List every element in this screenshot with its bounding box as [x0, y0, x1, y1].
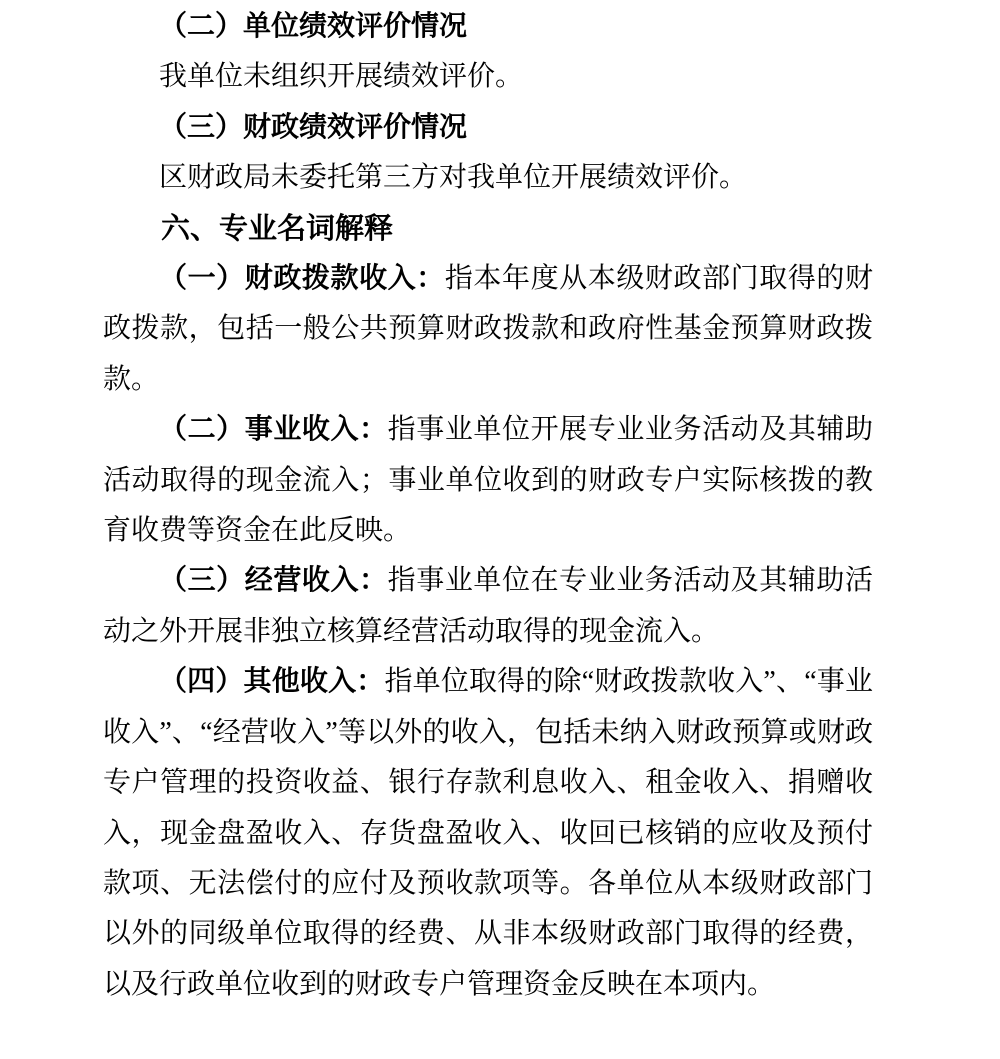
term-definition-public-institution-income: 指事业单位开展专业业务活动及其辅助活动取得的现金流入；事业单位收到的财政专户实际核拨的教育收费等资金在此反映。	[103, 414, 873, 547]
term-paragraph-fiscal-appropriation-income	[103, 254, 873, 405]
term-definition-business-income: 指事业单位在专业业务活动及其辅助活动之外开展非独立核算经营活动取得的现金流入。	[103, 565, 873, 647]
term-definition-fiscal-appropriation-income: 指本年度从本级财政部门取得的财政拨款，包括一般公共预算财政拨款和政府性基金预算财政拨款。	[103, 263, 873, 395]
subheading-unit-performance-evaluation: （二）单位绩效评价情况	[159, 11, 468, 42]
term-paragraph-operating-income-public-institution	[103, 405, 873, 556]
term-paragraph-business-income	[103, 556, 873, 657]
section-heading-terminology: 六、专业名词解释	[161, 212, 394, 245]
paragraph-fiscal-evaluation-status: 区财政局未委托第三方对我单位开展绩效评价。	[159, 162, 748, 194]
term-label-public-institution-income: （二）事业收入：	[159, 414, 388, 446]
term-label-fiscal-appropriation-income: （一）财政拨款收入：	[159, 263, 445, 295]
subheading-fiscal-performance-evaluation: （三）财政绩效评价情况	[159, 111, 468, 143]
term-paragraph-other-income	[103, 657, 873, 1010]
term-label-other-income: （四）其他收入：	[159, 666, 385, 698]
term-definition-other-income: 指单位取得的除“财政拨款收入”、“事业收入”、“经营收入”等以外的收入，包括未纳入财政预算或财政专户管理的投资收益、银行存款利息收入、租金收入、捐赠收入，现金盘盈收入、存货盘盈收入、收回已核销的应收及预付款项、无法偿付的应付及预收款项等。各单位从本级财政部门以外的同级单位取得的经费、从非本级财政部门取得的经费，以及行政单位收到的财政专户管理资金反映在本项内。	[103, 666, 873, 1000]
term-label-business-income: （三）经营收入：	[159, 565, 388, 597]
paragraph-unit-evaluation-status: 我单位未组织开展绩效评价。	[159, 61, 524, 93]
